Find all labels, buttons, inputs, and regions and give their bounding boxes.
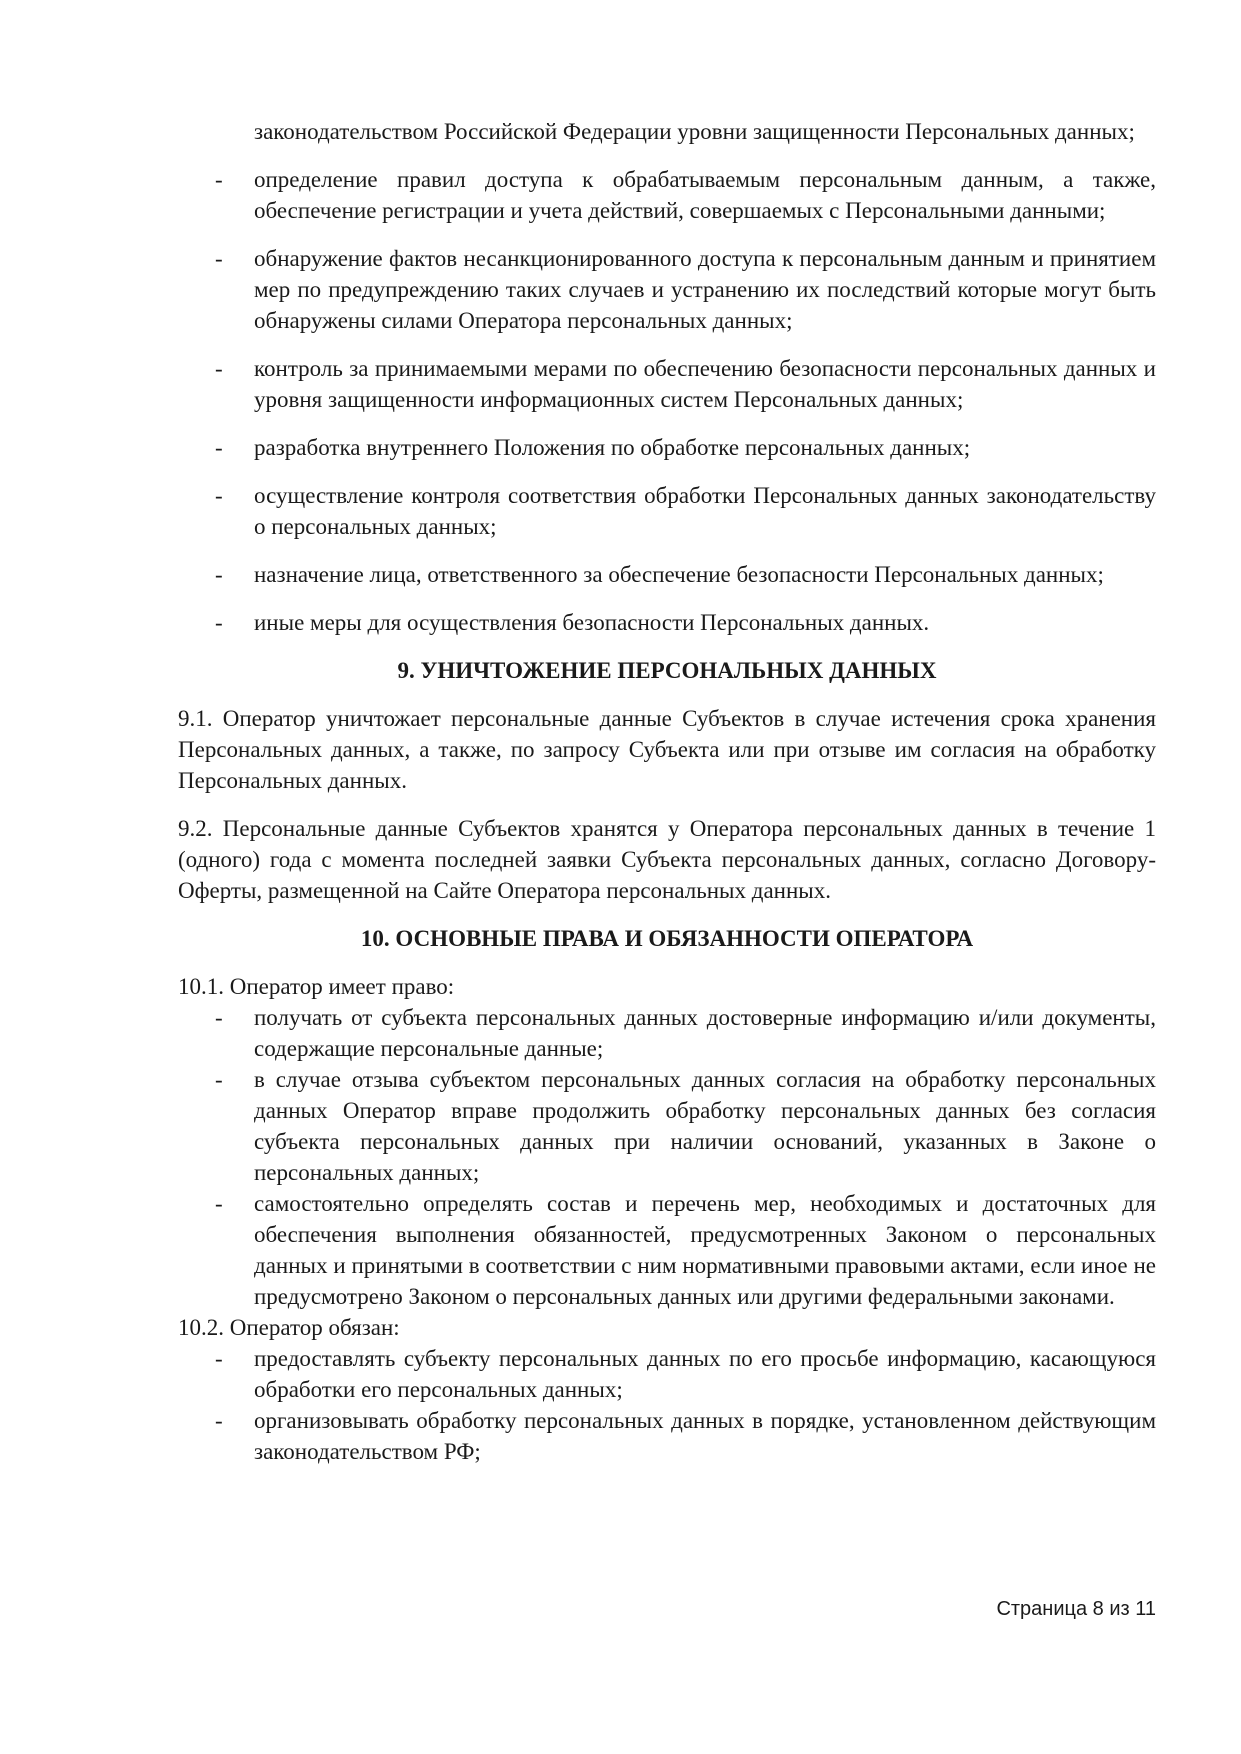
- section-10-heading: 10. ОСНОВНЫЕ ПРАВА И ОБЯЗАННОСТИ ОПЕРАТОРА: [360, 926, 974, 951]
- dash-bullet: -: [215, 610, 223, 635]
- list-item-text: в случае отзыва субъектом персональных данных согласия на обработку персональных данных Оператор вправе продолжить обработку персональных данных без согласия субъекта персональных данных при наличии оснований, указанных в Законе о персональных данных;: [254, 1067, 1156, 1185]
- dash-bullet: -: [215, 1408, 223, 1433]
- section-9-heading: 9. УНИЧТОЖЕНИЕ ПЕРСОНАЛЬНЫХ ДАННЫХ: [397, 658, 937, 683]
- list-item: [178, 164, 1156, 226]
- list-item-text: осуществление контроля соответствия обработки Персональных данных законодательству о персональных данных;: [254, 483, 1156, 539]
- dash-bullet: -: [215, 1067, 223, 1092]
- list-item: [178, 480, 1156, 542]
- list-item: [178, 1343, 1156, 1405]
- dash-bullet: -: [215, 483, 223, 508]
- list-item: [178, 1405, 1156, 1467]
- rights-list: [178, 1002, 1156, 1312]
- list-item-text: определение правил доступа к обрабатываемым персональным данным, а также, обеспечение регистрации и учета действий, совершаемых с Персональными данными;: [254, 167, 1156, 223]
- list-item: [178, 607, 1156, 638]
- intro-continuation: законодательством Российской Федерации уровни защищенности Персональных данных;: [254, 119, 1135, 144]
- dash-bullet: -: [215, 1005, 223, 1030]
- dash-bullet: -: [215, 1346, 223, 1371]
- list-item: [178, 559, 1156, 590]
- dash-bullet: -: [215, 246, 223, 271]
- rights-title: 10.1. Оператор имеет право:: [178, 974, 455, 999]
- list-item-text: назначение лица, ответственного за обеспечение безопасности Персональных данных;: [254, 562, 1104, 587]
- list-item: [178, 353, 1156, 415]
- list-item-text: организовывать обработку персональных данных в порядке, установленном действующим законодательством РФ;: [254, 1408, 1156, 1464]
- security-measures-list: [178, 164, 1156, 638]
- paragraph-9-2: 9.2. Персональные данные Субъектов хранятся у Оператора персональных данных в течение 1 (одного) года с момента последней заявки Субъекта персональных данных, согласно Договору-Оферты, размещенной на Сайте Оператора персональных данных.: [178, 816, 1156, 903]
- list-item-text: иные меры для осуществления безопасности Персональных данных.: [254, 610, 930, 635]
- dash-bullet: -: [215, 1191, 223, 1216]
- list-item: [178, 1002, 1156, 1064]
- list-item: [178, 243, 1156, 336]
- list-item-text: разработка внутреннего Положения по обработке персональных данных;: [254, 435, 971, 460]
- page-number: Страница 8 из 11: [996, 1598, 1156, 1620]
- list-item-text: контроль за принимаемыми мерами по обеспечению безопасности персональных данных и уровня защищенности информационных систем Персональных данных;: [254, 356, 1156, 412]
- list-item-text: самостоятельно определять состав и перечень мер, необходимых и достаточных для обеспечения выполнения обязанностей, предусмотренных Законом о персональных данных и принятыми в соответствии с ним нормативными правовыми актами, если иное не предусмотрено Законом о персональных данных или другими федеральными законами.: [254, 1191, 1156, 1309]
- dash-bullet: -: [215, 562, 223, 587]
- document-page: [178, 116, 1156, 1467]
- list-item: [178, 1188, 1156, 1312]
- list-item-text: получать от субъекта персональных данных достоверные информацию и/или документы, содержащие персональные данные;: [254, 1005, 1156, 1061]
- dash-bullet: -: [215, 167, 223, 192]
- dash-bullet: -: [215, 435, 223, 460]
- duties-list: [178, 1343, 1156, 1467]
- list-item-text: обнаружение фактов несанкционированного доступа к персональным данным и принятием мер по предупреждению таких случаев и устранению их последствий которые могут быть обнаружены силами Оператора персональных данных;: [254, 246, 1156, 333]
- list-item-text: предоставлять субъекту персональных данных по его просьбе информацию, касающуюся обработки его персональных данных;: [254, 1346, 1156, 1402]
- dash-bullet: -: [215, 356, 223, 381]
- duties-title: 10.2. Оператор обязан:: [178, 1315, 400, 1340]
- list-item: [178, 432, 1156, 463]
- paragraph-9-1: 9.1. Оператор уничтожает персональные данные Субъектов в случае истечения срока хранения Персональных данных, а также, по запросу Субъекта или при отзыве им согласия на обработку Персональных данных.: [178, 706, 1156, 793]
- list-item: [178, 1064, 1156, 1188]
